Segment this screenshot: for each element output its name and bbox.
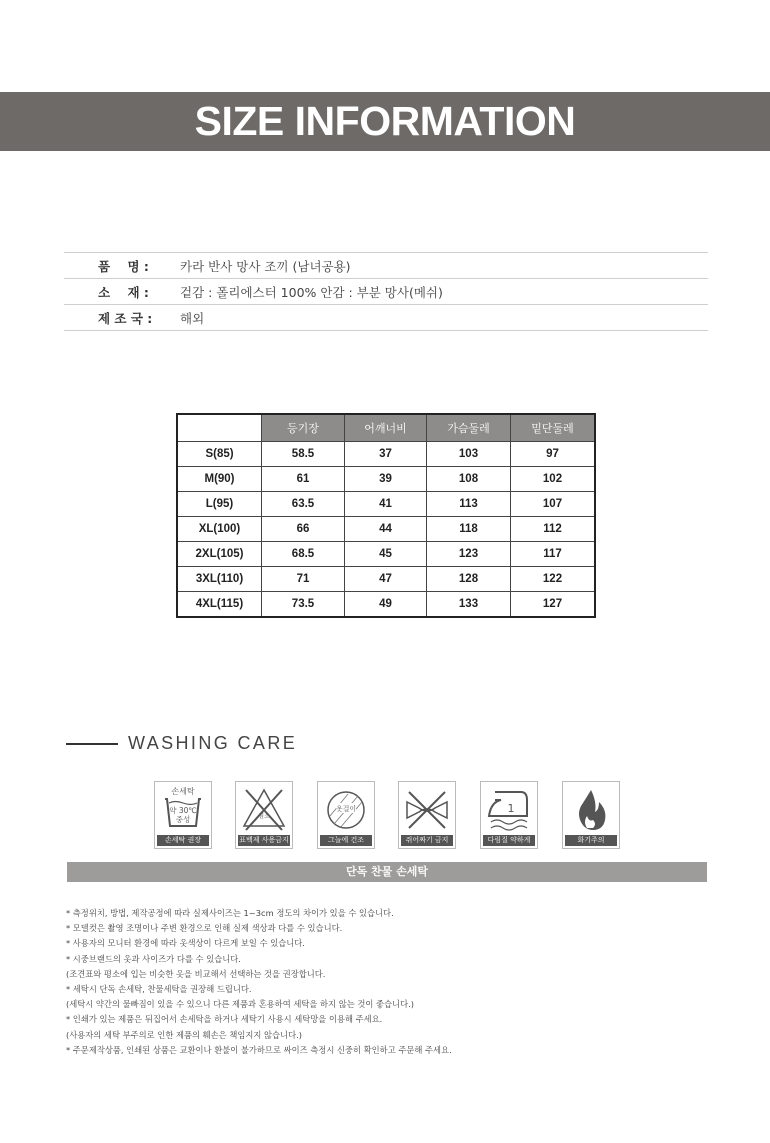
value-cell: 41 <box>345 492 427 517</box>
svg-text:약 30℃: 약 30℃ <box>169 806 197 815</box>
size-cell: 4XL(115) <box>177 592 262 618</box>
info-value: 겉감 : 폴리에스터 100% 안감 : 부분 망사(메쉬) <box>180 284 443 300</box>
value-cell: 47 <box>345 567 427 592</box>
info-label: 제 조 국 : <box>98 310 153 326</box>
value-cell: 44 <box>345 517 427 542</box>
note-line: (세탁시 약간의 물빠짐이 있을 수 있으니 다른 제품과 혼용하여 세탁을 하지 않는 것이 좋습니다.) <box>66 999 414 1010</box>
svg-text:염소: 염소 <box>258 813 270 820</box>
no-wring-icon <box>399 782 455 836</box>
value-cell: 103 <box>427 442 511 467</box>
size-cell: L(95) <box>177 492 262 517</box>
note-line: (사용자의 세탁 부주의로 인한 제품의 훼손은 책임지지 않습니다.) <box>66 1029 302 1040</box>
hand-wash-icon <box>155 782 211 836</box>
note-line: * 측정위치, 방법, 제작공정에 따라 실제사이즈는 1~3cm 정도의 차이가 있을 수 있습니다. <box>66 908 394 918</box>
value-cell: 118 <box>427 517 511 542</box>
value-cell: 45 <box>345 542 427 567</box>
info-label: 품 명 : <box>98 258 149 274</box>
hand-wash-care-item <box>154 781 212 849</box>
wash-instruction-bar: 단독 찬물 손세탁 <box>67 862 707 882</box>
value-cell: 66 <box>262 517 345 542</box>
note-line: * 주문제작상품, 인쇄된 상품은 교환이나 환불이 불가하므로 싸이즈 측정시 신중히 확인하고 주문해 주세요. <box>66 1044 452 1055</box>
size-cell: M(90) <box>177 467 262 492</box>
header-cell: 밑단둘레 <box>511 414 596 442</box>
header-cell: 어깨너비 <box>345 414 427 442</box>
size-cell: 3XL(110) <box>177 567 262 592</box>
table-row <box>177 567 595 592</box>
note-line: * 인쇄가 있는 제품은 뒤집어서 손세탁을 하거나 세탁기 사용시 세탁망을 이용해 주세요. <box>66 1014 383 1025</box>
svg-text:손세탁: 손세탁 <box>171 787 195 796</box>
value-cell: 112 <box>511 517 596 542</box>
value-cell: 102 <box>511 467 596 492</box>
section-divider-line <box>66 743 118 745</box>
value-cell: 73.5 <box>262 592 345 618</box>
icon-caption: 표백제 사용금지 <box>239 836 289 844</box>
value-cell: 97 <box>511 442 596 467</box>
icon-caption: 쥐어짜기 금지 <box>401 835 453 846</box>
value-cell: 133 <box>427 592 511 618</box>
icon-caption: 다림질 약하게 <box>483 835 535 846</box>
icon-caption: 화기주의 <box>565 835 617 846</box>
table-row <box>177 592 595 618</box>
table-row <box>177 517 595 542</box>
value-cell: 49 <box>345 592 427 618</box>
info-label: 소 재 : <box>98 284 149 300</box>
value-cell: 108 <box>427 467 511 492</box>
value-cell: 68.5 <box>262 542 345 567</box>
note-line: * 모델컷은 촬영 조명이나 주변 환경으로 인해 실제 색상과 다를 수 있습니다. <box>66 923 343 934</box>
info-row-material <box>64 279 708 305</box>
size-table <box>176 413 596 618</box>
svg-text:1: 1 <box>507 802 515 815</box>
no-wring-care-item <box>398 781 456 849</box>
value-cell: 37 <box>345 442 427 467</box>
shade-dry-icon <box>318 782 374 836</box>
product-info-table <box>64 252 708 331</box>
note-line: (조견표와 평소에 입는 비슷한 옷을 비교해서 선택하는 것을 권장합니다. <box>66 968 326 979</box>
size-table-header <box>177 414 595 442</box>
value-cell: 63.5 <box>262 492 345 517</box>
value-cell: 61 <box>262 467 345 492</box>
svg-text:중성: 중성 <box>175 815 191 824</box>
value-cell: 123 <box>427 542 511 567</box>
header-cell <box>177 414 262 442</box>
note-line: * 사용자의 모니터 환경에 따라 옷색상이 다르게 보일 수 있습니다. <box>66 938 305 949</box>
svg-text:옷걸이: 옷걸이 <box>335 805 357 813</box>
info-row-name <box>64 253 708 279</box>
info-row-origin <box>64 305 708 331</box>
no-bleach-icon <box>236 782 292 836</box>
note-line: * 세탁시 단독 손세탁, 찬물세탁을 권장해 드립니다. <box>66 984 252 995</box>
no-bleach-care-item <box>235 781 293 849</box>
value-cell: 128 <box>427 567 511 592</box>
value-cell: 71 <box>262 567 345 592</box>
low-iron-icon <box>481 782 537 836</box>
washing-care-title: WASHING CARE <box>128 733 298 753</box>
fire-warning-care-item <box>562 781 620 849</box>
info-value: 카라 반사 망사 조끼 (남녀공용) <box>180 258 351 274</box>
table-row <box>177 542 595 567</box>
notes-list <box>66 906 746 1058</box>
value-cell: 58.5 <box>262 442 345 467</box>
page-title: SIZE INFORMATION <box>194 98 576 144</box>
note-line: * 시중브랜드의 옷과 사이즈가 다를 수 있습니다. <box>66 953 241 964</box>
header-cell: 등기장 <box>262 414 345 442</box>
icon-caption: 손세탁 권장 <box>157 835 209 846</box>
size-cell: S(85) <box>177 442 262 467</box>
shade-dry-care-item <box>317 781 375 849</box>
table-row <box>177 492 595 517</box>
value-cell: 127 <box>511 592 596 618</box>
table-row <box>177 442 595 467</box>
info-value: 해외 <box>180 310 205 326</box>
value-cell: 39 <box>345 467 427 492</box>
table-row <box>177 467 595 492</box>
value-cell: 113 <box>427 492 511 517</box>
value-cell: 122 <box>511 567 596 592</box>
header-cell: 가슴둘레 <box>427 414 511 442</box>
icon-caption: 그늘에 건조 <box>320 835 372 846</box>
value-cell: 107 <box>511 492 596 517</box>
title-banner <box>0 92 770 151</box>
value-cell: 117 <box>511 542 596 567</box>
size-cell: 2XL(105) <box>177 542 262 567</box>
size-cell: XL(100) <box>177 517 262 542</box>
low-iron-care-item <box>480 781 538 849</box>
fire-warning-icon <box>563 782 619 836</box>
